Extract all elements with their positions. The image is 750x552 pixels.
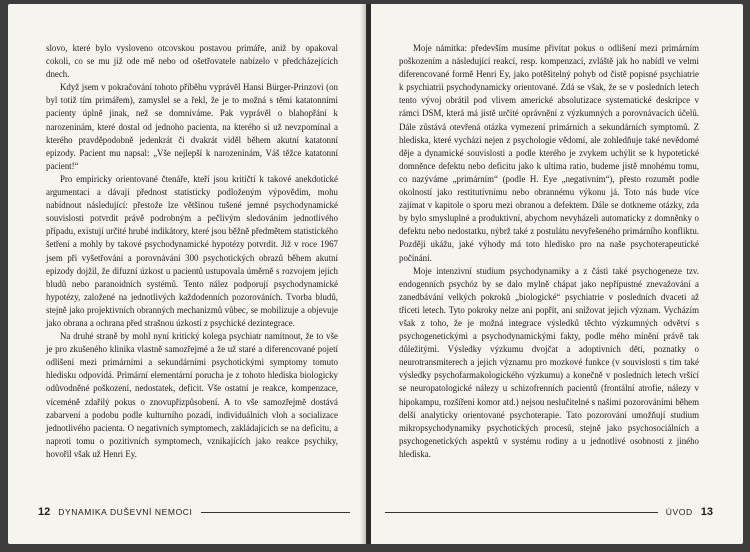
running-title: ÚVOD <box>665 507 693 517</box>
page-number: 12 <box>38 506 51 518</box>
left-paragraph: Na druhé straně by mohl nyní kritický kolega psychiatr namítnout, že to vše je pro zkušeného klinika vlastně samozřejmé a že už staré a diferencované pojetí odlišení mezi primárními a sekundárními psychotickými symptomy tomuto hledisku odpovídá. Primární elementární porucha je z tohoto hlediska biologicky odůvodněné poškození, nedostatek, deficit. Vše ostatní je reakce, kompenzace, víceméně zdařilý pokus o znovupřizpůsobení. A to vše samozřejmě dostává zabarvení a podobu podle kulturního pozadí, individuálních vloh a socializace jednotlivého pacienta. O negativních symptomech, zakládajících se na deficitu, a naproti tomu o pozitivních symptomech, vznikajících jako reakce psychiky, hovořil však už Henri Ey. <box>46 331 338 459</box>
left-page <box>8 4 366 544</box>
footer-rule <box>385 512 658 513</box>
left-paragraph: slovo, které bylo vysloveno otcovskou postavou primáře, aniž by opakoval cokoli, co se mu již ode mě nebo od ošetřovatele nabízelo v předcházejících dnech. <box>46 43 338 80</box>
left-paragraph: Když jsem v pokračování tohoto příběhu vyprávěl Hansi Bürger-Prinzovi (on byl totiž tím primářem), zamyslel se a řekl, že je to možná s těmi katatonními pacienty úplně jinak, než se domníváme. Pak vyprávěl o blahopřání k narozeninám, které dostal od jednoho pacienta, na kterého si už nevzpomínal a kterého pravděpodobně jedenkrát či dvakrát viděl během akutní katatonní epizody. Pacient mu napsal: „Vše nejlepší k narozeninám, Váš těžce katatonní pacient!“ <box>46 82 338 171</box>
right-paragraph: Moje intenzivní studium psychodynamiky a z části také psychogeneze tzv. endogenních psychóz by se dalo mylně chápat jako nepřípustné znevažování a zanedbávání velkých pokroků „biologické“ psychiatrie v posledních dvaceti až třiceti letech. Tyto pokroky nelze ani popřít, ani snižovat jejich význam. Vycházím však z toho, že je možná integrace výsledků těchto výzkumných odvětví s psychogenetickými a psychodynamickými fakty, podle mého mínění právě tak důležitými. Výsledky výzkumu dvojčat a adoptivních dětí, poznatky o neurotransmiterech a jejich významu pro mozkové funkce (v souvislosti s tím také výsledky psychofarmakologického výzkumu) a konečně v posledních letech vršící se neuropatologické nálezy u schizofrenních pacientů (frontální atrofie, nálezy v hipokampu, rozšíření komor atd.) nejsou neslučitelné s našimi pozorováními během delší analyticky orientované psychoterapie. Tato pozorování umožňují studium mikropsychodynamiky psychotických procesů, stejně jako psychosociálních a psychogenetických aspektů v systému rodiny a u jednotlivé osobnosti z jiného hlediska. <box>399 265 699 459</box>
right-page-footer <box>385 502 713 522</box>
running-title: DYNAMIKA DUŠEVNÍ NEMOCI <box>58 507 193 517</box>
left-page-footer <box>38 502 350 522</box>
left-paragraph: Pro empiricky orientované čtenáře, kteří jsou kritičtí k takové anekdotické argumentaci a dávají přednost statisticky podloženým výpovědím, mohu nabídnout následující: přestože lze většinou tušené jemné psychodynamické souvislosti potvrdit právě podrobným a pečlivým sledováním jednotlivého případu, existují určité hrubé indikátory, které jsou běžně předmětem statistického šetření a mohly by takové psychodynamické hypotézy potvrdit. Již v roce 1967 jsem při vyšetřování a porovnávání 300 psychotických obrazů během akutní epizody dojžil, že difuzní úzkost u pacientů ustupovala úměrně s rozvojem jejich bludů nebo paranoidních systémů. Tento nález podporují psychodynamické hypotézy, založené na jednotlivých každodenních pozorováních. Tvorba bludů, stejně jako projektivních obranných mechanizmů vůbec, se mobilizuje a objevuje jako obrana a ochrana před strašnou úzkostí z psychické dezintegrace. <box>46 173 338 328</box>
left-page-body <box>46 42 338 461</box>
page-number: 13 <box>700 506 713 518</box>
footer-rule <box>201 512 351 513</box>
right-page <box>371 4 743 544</box>
right-paragraph: Moje námitka: především musíme přivítat pokus o odlišení mezi primárním poškozením a následující reakcí, resp. kompenzací, zvláště jak ho nabídl ve velmi diferencované formě Henri Ey, jako potěšitelný pohyb od čistě popisné psychiatrie k psychiatrii psychodynamicky orientované. Zdá se však, že se v posledních letech tento vývoj obrátil pod vlivem americké absolutizace systematické deskripce v rámci DSM, která má jistě určité oprávnění z výzkumných a porovnávacích účelů. Dále zůstává otevřená otázka vymezení primárních a sekundárních symptomů. Z hlediska, které vychází nejen z psychologie vědomí, ale zohledňuje také nevědomé děje a dynamické souvislosti a podle kterého je zvykem uchýlit se k hypotetické domněnce defektu nebo deficitu jako k ultima ratio, budeme jistě mnohému tomu, co nazýváme „primárním“ (podle H. Eye „negativním“), přesto rozumět podle okolností jako restitutivnímu nebo obrannému výkonu já. Toto nás bude více zajímat v kapitole o sporu mezi obranou a defektem. Dále se dotkneme otázky, zda by bylo smysluplné a produktivní, abychom nevyházeli automaticky z domněnky o defektu nebo nedostatku, nýbrž také z postulátu nevyřešeného primárního konfliktu. Později ukážu, jaké výhody má toto hledisko pro na naše psychoterapeutické počínání. <box>399 43 699 263</box>
right-page-body <box>399 42 699 461</box>
